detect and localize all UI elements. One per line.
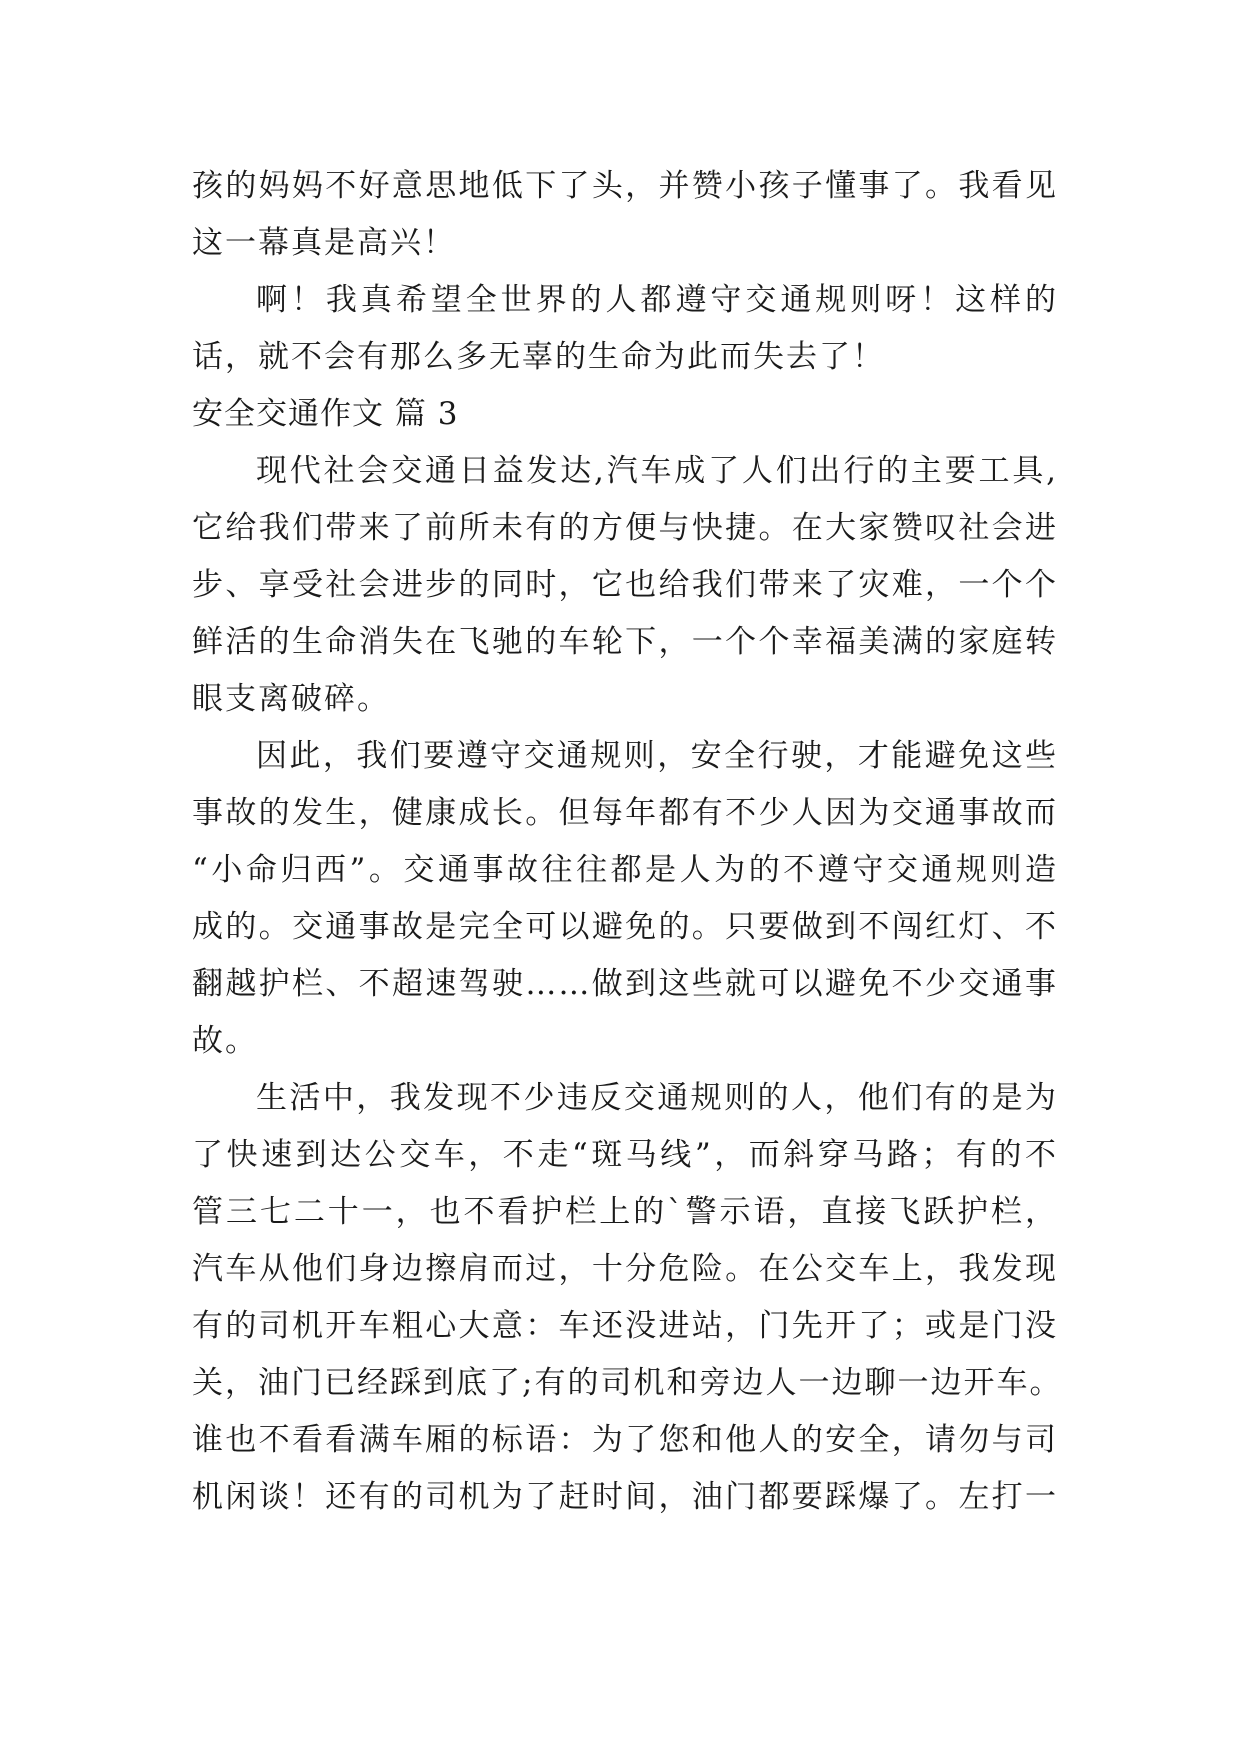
text-line: 翻越护栏、不超速驾驶……做到这些就可以避免不少交通事 bbox=[192, 966, 1058, 1002]
text-line: 成的。交通事故是完全可以避免的。只要做到不闯红灯、不 bbox=[192, 909, 1058, 945]
text-line: “小命归西”。交通事故往往都是人为的不遵守交通规则造 bbox=[192, 852, 1058, 888]
text-line: 鲜活的生命消失在飞驰的车轮下，一个个幸福美满的家庭转 bbox=[192, 624, 1058, 660]
text-line: 因此，我们要遵守交通规则，安全行驶，才能避免这些 bbox=[256, 738, 1058, 774]
text-line: 话，就不会有那么多无辜的生命为此而失去了！ bbox=[192, 339, 885, 375]
text-line: 孩的妈妈不好意思地低下了头，并赞小孩子懂事了。我看见 bbox=[192, 168, 1058, 204]
text-line: 眼支离破碎。 bbox=[192, 681, 390, 717]
text-line: 故。 bbox=[192, 1023, 258, 1059]
text-line: 事故的发生，健康成长。但每年都有不少人因为交通事故而 bbox=[192, 795, 1058, 831]
section-heading: 安全交通作文 篇 3 bbox=[192, 396, 459, 432]
text-line: 汽车从他们身边擦肩而过，十分危险。在公交车上，我发现 bbox=[192, 1251, 1058, 1287]
document-page bbox=[192, 158, 1063, 1526]
text-line: 谁也不看看满车厢的标语：为了您和他人的安全，请勿与司 bbox=[192, 1422, 1058, 1458]
text-line: 啊！我真希望全世界的人都遵守交通规则呀！这样的 bbox=[256, 282, 1058, 318]
text-line: 现代社会交通日益发达,汽车成了人们出行的主要工具, bbox=[256, 453, 1058, 489]
text-line: 有的司机开车粗心大意：车还没进站，门先开了；或是门没 bbox=[192, 1308, 1058, 1344]
text-line: 机闲谈！还有的司机为了赶时间，油门都要踩爆了。左打一 bbox=[192, 1479, 1058, 1515]
text-line: 关，油门已经踩到底了;有的司机和旁边人一边聊一边开车。 bbox=[192, 1365, 1063, 1401]
text-line: 这一幕真是高兴！ bbox=[192, 225, 456, 261]
text-line: 步、享受社会进步的同时，它也给我们带来了灾难，一个个 bbox=[192, 567, 1058, 603]
text-line: 了快速到达公交车，不走“斑马线”，而斜穿马路；有的不 bbox=[192, 1137, 1058, 1173]
text-line: 生活中，我发现不少违反交通规则的人，他们有的是为 bbox=[256, 1080, 1058, 1116]
text-line: 管三七二十一，也不看护栏上的`警示语，直接飞跃护栏， bbox=[192, 1194, 1058, 1230]
text-line: 它给我们带来了前所未有的方便与快捷。在大家赞叹社会进 bbox=[192, 510, 1058, 546]
